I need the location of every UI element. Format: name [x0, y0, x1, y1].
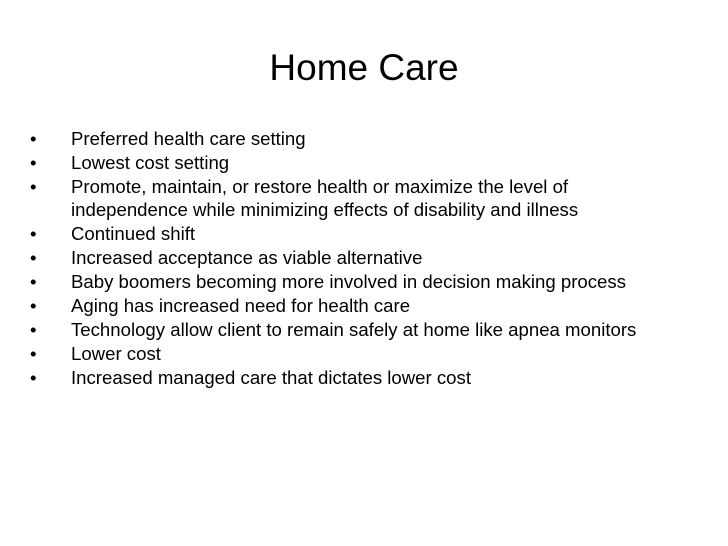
bullet-item [30, 295, 690, 318]
bullet-point-icon: • [30, 152, 37, 174]
bullet-point-icon: • [30, 270, 37, 292]
bullet-point-icon: • [30, 128, 37, 149]
bullet-text: Increased acceptance as viable alternative [71, 246, 423, 268]
bullet-item [30, 176, 690, 221]
bullet-text: Baby boomers becoming more involved in decision making process [71, 270, 626, 292]
bullet-point-icon: • [30, 343, 37, 365]
bullet-item [30, 223, 690, 246]
bullet-item [30, 319, 690, 342]
bullet-list [30, 128, 690, 391]
bullet-item [30, 247, 690, 270]
bullet-point-icon: • [30, 246, 37, 268]
bullet-text: Continued shift [71, 222, 196, 244]
bullet-text: Lower cost [71, 343, 161, 365]
bullet-item [30, 343, 690, 366]
bullet-text: Lowest cost setting [71, 152, 230, 174]
bullet-point-icon: • [30, 295, 37, 317]
bullet-item [30, 152, 690, 175]
bullet-item [30, 367, 690, 390]
bullet-text: Aging has increased need for health care [71, 295, 411, 317]
bullet-point-icon: • [30, 176, 37, 198]
bullet-point-icon: • [30, 222, 37, 244]
slide-title: Home Care [269, 47, 459, 88]
bullet-point-icon: • [30, 319, 37, 341]
bullet-point-icon: • [30, 367, 37, 389]
bullet-text: Promote, maintain, or restore health or maximize the level of independence while minimizing effects of disability and illness [71, 176, 579, 220]
bullet-text: Increased managed care that dictates lower cost [71, 367, 471, 389]
bullet-item [30, 128, 690, 151]
bullet-text: Preferred health care setting [71, 128, 306, 149]
bullet-item [30, 271, 690, 294]
bullet-text: Technology allow client to remain safely at home like apnea monitors [71, 319, 637, 341]
